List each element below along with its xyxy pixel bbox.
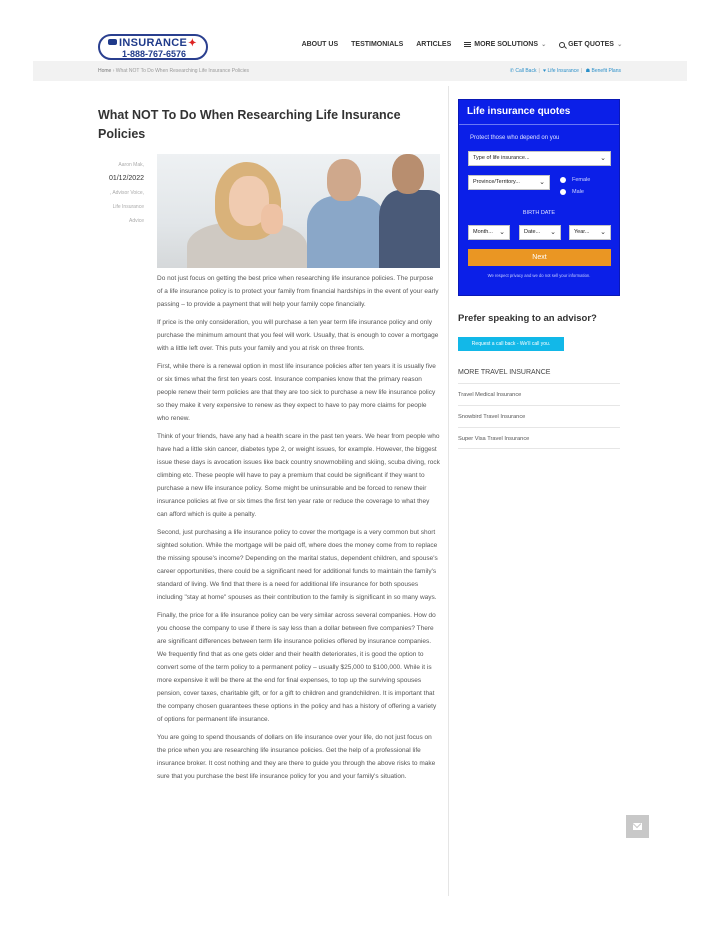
quote-form-divider: [459, 124, 619, 125]
breadcrumb-current: What NOT To Do When Researching Life Insurance Policies: [115, 68, 250, 74]
site-logo[interactable]: [98, 34, 208, 60]
hero-figure: [327, 159, 361, 201]
quick-link-life-insurance[interactable]: Life Insurance: [547, 68, 579, 74]
article-category[interactable]: Life Insurance: [112, 204, 144, 210]
article-category[interactable]: Advice: [128, 218, 144, 224]
maple-leaf-icon: ✦: [188, 38, 197, 49]
article-paragraph: Second, just purchasing a life insurance policy to cover the mortgage is a very common but short sighted solution. While the mortgage will be paid off, where does the money come from to replace the missing spouse's income? Depending on the marital status, dependent children, and spouse's career opportunities, there could be a significant need for additional funds to maintain the family's standard of living. We find that there is a need for additional life insurance for both spouses including "stay at home" spouses as their contribution to the family is significant in so many ways.: [157, 529, 438, 601]
hero-figure: [261, 204, 283, 234]
birth-date-select[interactable]: [519, 225, 561, 240]
car-icon: [108, 39, 117, 45]
article-category[interactable]: , Advisor Voice,: [109, 190, 144, 196]
article-paragraph: Finally, the price for a life insurance policy can be very similar across several companies. How do you choose the company to use if there is say less than a dollar between five companies? There are significant differences between term life insurance policies offered by insurance companies. We frequently find that as one gets older and their health deteriorates, it is good the option to convert some of the term policy to a permanent policy – usually $25,000 to $100,000. While it is more expensive it will be there at the end for final expenses, to top up the surviving spouses pension, cover taxes, charitable gift, or for a gift to children and grandchildren. It is important that the company chosen guarantees these options in the policy and has a history of offering a variety of options for permanent life insurance.: [157, 612, 437, 723]
birth-date-label: BIRTH DATE: [522, 210, 556, 216]
chevron-down-icon: ⌄: [616, 42, 622, 48]
birth-year-select[interactable]: [569, 225, 611, 240]
sidebar-divider: [448, 86, 449, 896]
chevron-down-icon: ⌄: [550, 229, 556, 236]
request-callback-button[interactable]: Request a call back - We'll call you.: [458, 337, 564, 351]
gender-female-radio[interactable]: [560, 177, 590, 183]
envelope-icon: [633, 823, 642, 830]
hero-figure: [392, 154, 424, 194]
quote-form-title: Life insurance quotes: [467, 106, 571, 117]
insurance-type-value: Type of life insurance...: [473, 155, 530, 161]
article-paragraph: If price is the only consideration, you will purchase a ten year term life insurance policy and only purchase the minimum amount that you feel will work. Usually, that is enough to cover a mortgage with a little left over. This puts your family and you at risk on three fronts.: [157, 319, 439, 352]
nav-get-quotes[interactable]: [559, 41, 622, 48]
breadcrumb-home[interactable]: Home: [98, 68, 112, 74]
site-header: [0, 0, 720, 60]
quick-link-call-back[interactable]: Call Back: [515, 68, 537, 74]
insurance-type-select[interactable]: [468, 151, 611, 166]
chevron-down-icon: ⌄: [541, 42, 547, 48]
article-author[interactable]: Aaron Mak,: [118, 162, 144, 168]
radio-circle: [560, 189, 566, 195]
next-button[interactable]: Next: [468, 249, 611, 266]
article-title: What NOT To Do When Researching Life Insurance Policies: [98, 108, 401, 141]
main-nav: [302, 41, 622, 48]
advisor-heading: Prefer speaking to an advisor?: [458, 313, 597, 324]
birth-year-value: Year...: [574, 229, 590, 235]
article-paragraph: First, while there is a renewal option in most life insurance policies after ten years it is usually five or six times what the first ten years cost. Insurance companies know that the primary reason people renew their term policies are that they are too sick to purchase a new life insurance policy so they make it very expensive to renew as they expect to have to pay more claims for people who renew.: [157, 363, 436, 422]
nav-testimonials[interactable]: TESTIMONIALS: [351, 41, 404, 48]
birth-month-select[interactable]: [468, 225, 510, 240]
chevron-down-icon: ⌄: [600, 155, 606, 162]
province-select[interactable]: [468, 175, 550, 190]
more-travel-list: [458, 383, 620, 449]
breadcrumb-bar: [33, 61, 687, 81]
more-travel-link[interactable]: Super Visa Travel Insurance: [458, 427, 620, 449]
quick-link-divider: |: [580, 68, 583, 74]
gender-female-label: Female: [572, 177, 591, 183]
logo-phone: 1-888-767-6576: [122, 49, 187, 59]
nav-get-quotes-label: GET QUOTES: [568, 41, 614, 48]
hamburger-icon: [464, 42, 471, 47]
article-meta: [98, 158, 144, 228]
article-paragraph: You are going to spend thousands of dollars on life insurance over your life, do not just focus on the price when you are researching life insurance policies. Get the help of a professional life insurance broker. It cost nothing and they are there to guide you through the above risks to make sure that you purchase the best life insurance policy for you and your family's situation.: [157, 734, 436, 780]
search-icon: [559, 42, 565, 48]
heart-icon: ♥: [543, 68, 547, 74]
quote-form: [458, 99, 620, 296]
quote-form-subtitle: Protect those who depend on you: [470, 135, 560, 141]
gender-male-label: Male: [572, 189, 584, 195]
breadcrumb: [98, 68, 249, 74]
chevron-down-icon: ⌄: [600, 229, 606, 236]
radio-circle: [560, 177, 566, 183]
quick-link-benefit-plans[interactable]: Benefit Plans: [591, 68, 621, 74]
quick-link-divider: |: [538, 68, 540, 74]
gender-male-radio[interactable]: [560, 189, 584, 195]
breadcrumb-separator: ›: [112, 68, 115, 74]
phone-icon: ✆: [509, 68, 514, 74]
hero-figure: [307, 196, 387, 268]
article-paragraph: Think of your friends, have any had a health scare in the past ten years. We hear from people who have had a little skin cancer, diabetes type 2, or weight issues, for example. However, the biggest issue these days is avocation issues like back country snowmobiling and skiing, scuba diving, rock climbing etc. These people will have to pay a premium that could be significant if they want to purchase a new life insurance policy. Some might be uninsurable and be forced to renew their insurance policies at five or six times the first ten year rate or reduce the coverage to what they can afford which is quite a penalty.: [157, 433, 440, 518]
contact-float-button[interactable]: [626, 815, 649, 838]
privacy-note: We respect privacy and we do not sell your information.: [487, 273, 591, 278]
article-body: [157, 272, 440, 788]
nav-articles[interactable]: ARTICLES: [416, 41, 452, 48]
birth-date-value: Date...: [524, 229, 541, 235]
more-travel-link[interactable]: Snowbird Travel Insurance: [458, 405, 620, 427]
chevron-down-icon: ⌄: [539, 179, 545, 186]
logo-brand: INSURANCE: [119, 37, 188, 49]
article-paragraph: Do not just focus on getting the best price when researching life insurance policies. The purpose of a life insurance policy is to protect your family from financial hardships in the event of your early passing – to provide a payment that will help your family cope financially.: [157, 275, 439, 308]
nav-more-solutions-label: MORE SOLUTIONS: [474, 41, 539, 48]
hero-figure: [379, 190, 440, 268]
article-date: 01/12/2022: [108, 175, 144, 182]
logo-wordmark: [108, 37, 197, 49]
group-icon: ☗: [585, 68, 591, 74]
province-value: Province/Territory...: [473, 179, 520, 185]
article-hero-image: [157, 154, 440, 268]
birth-month-value: Month...: [473, 229, 493, 235]
quick-links: [510, 68, 621, 74]
nav-about[interactable]: ABOUT US: [301, 41, 339, 48]
more-travel-heading: MORE TRAVEL INSURANCE: [458, 369, 551, 376]
chevron-down-icon: ⌄: [499, 229, 505, 236]
nav-more-solutions[interactable]: [464, 41, 546, 48]
more-travel-link[interactable]: Travel Medical Insurance: [458, 383, 620, 405]
